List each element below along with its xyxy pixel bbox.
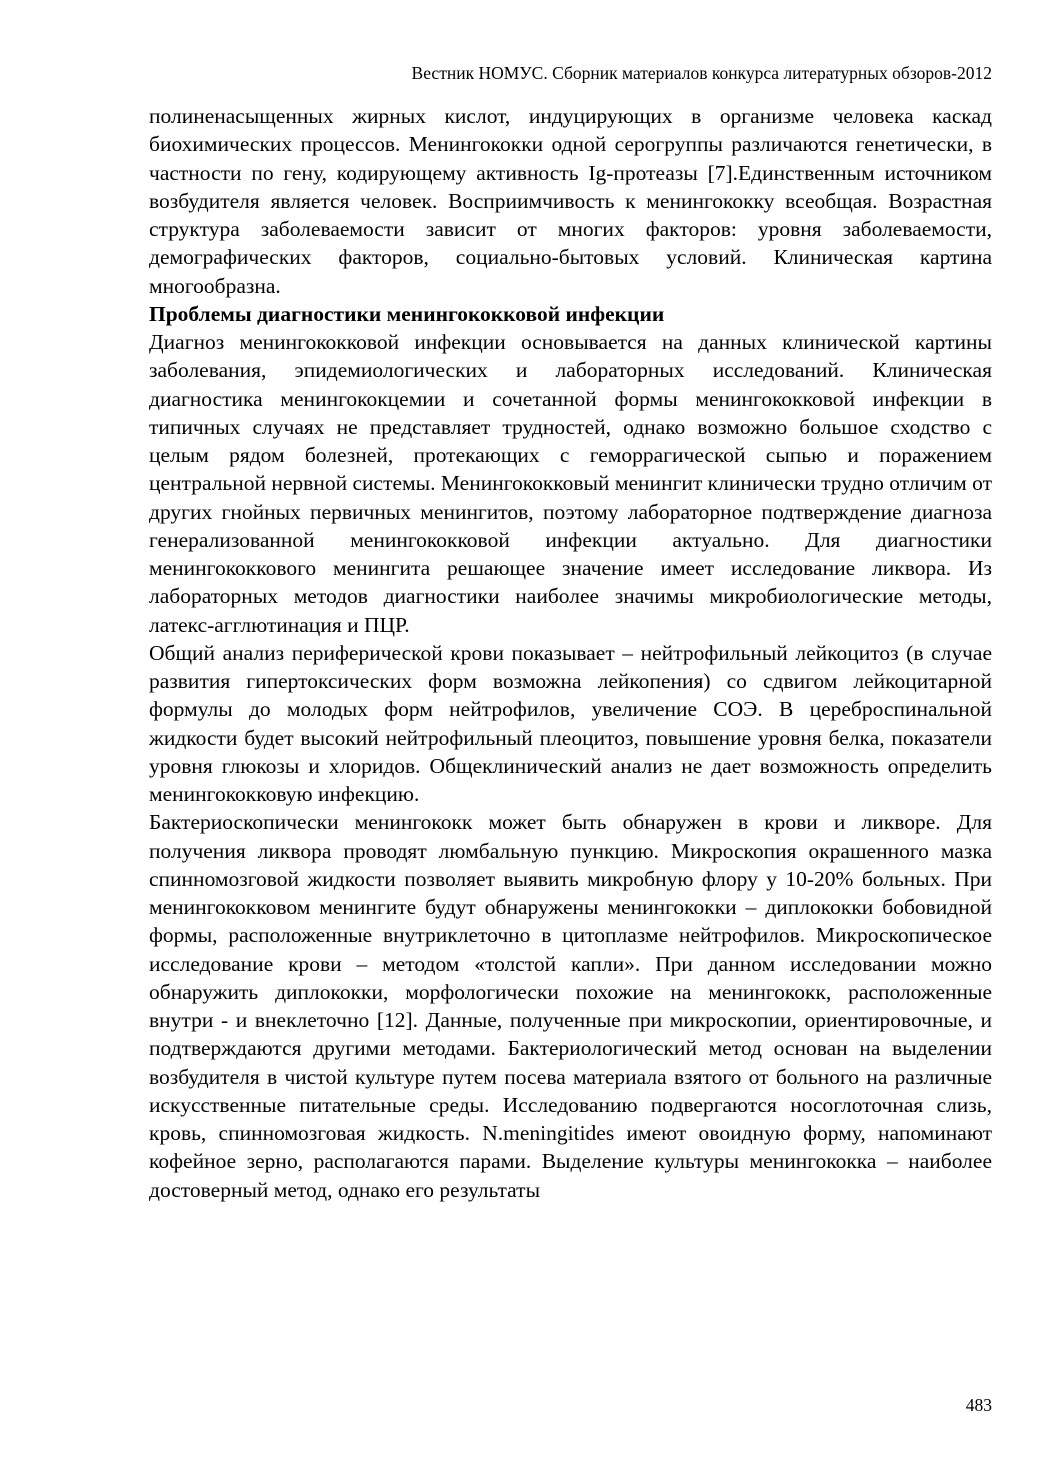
paragraph-diagnosis: Диагноз менингококковой инфекции основывается на данных клинической картины заболевания, эпидемиологических и лабораторных исследований. Клиническая диагностика менингококцемии и сочетанной формы менингококковой инфекции в типичных случаях не представляет трудностей, однако возможно большое сходство с целым рядом болезней, протекающих с геморрагической сыпью и поражением центральной нервной системы. Менингококковый менингит клинически трудно отличим от других гнойных первичных менингитов, поэтому лабораторное подтверждение диагноза генерализованной менингококковой инфекции актуально. Для диагностики менингококкового менингита решающее значение имеет исследование ликвора. Из лабораторных методов диагностики наиболее значимы микробиологические методы, латекс-агглютинация и ПЦР.	[149, 330, 992, 637]
paragraph-intro-continuation: полиненасыщенных жирных кислот, индуцирующих в организме человека каскад биохимических процессов. Менингококки одной серогруппы различаются генетически, в частности по гену, кодирующему активность Ig-протеазы [7].Единственным источником возбудителя является человек. Восприимчивость к менингококку всеобщая. Возрастная структура заболеваемости зависит от многих факторов: уровня заболеваемости, демографических факторов, социально-бытовых условий. Клиническая картина многообразна.	[149, 104, 992, 298]
article-body	[149, 102, 992, 1204]
page-number: 483	[965, 1395, 992, 1415]
running-header: Вестник НОМУС. Сборник материалов конкурса литературных обзоров-2012	[411, 63, 992, 83]
section-heading: Проблемы диагностики менингококковой инфекции	[149, 301, 665, 326]
paragraph-bacterioscopy: Бактериоскопически менингококк может быть обнаружен в крови и ликворе. Для получения ликвора проводят люмбальную пункцию. Микроскопия окрашенного мазка спинномозговой жидкости позволяет выявить микробную флору у 10-20% больных. При менингококковом менингите будут обнаружены менингококки – диплококки бобовидной формы, расположенные внутриклеточно в цитоплазме нейтрофилов. Микроскопическое исследование крови – методом «толстой капли». При данном исследовании можно обнаружить диплококки, морфологически похожие на менингококк, расположенные внутри - и внеклеточно [12]. Данные, полученные при микроскопии, ориентировочные, и подтверждаются другими методами. Бактериологический метод основан на выделении возбудителя в чистой культуре путем посева материала взятого от больного на различные искусственные питательные среды. Исследованию подвергаются носоглоточная слизь, кровь, спинномозговая жидкость. N.meningitides имеют овоидную форму, напоминают кофейное зерно, располагаются парами. Выделение культуры менингококка – наиболее достоверный метод, однако его результаты	[149, 810, 992, 1202]
paragraph-blood-analysis: Общий анализ периферической крови показывает – нейтрофильный лейкоцитоз (в случае развития гипертоксических форм возможна лейкопения) со сдвигом лейкоцитарной формулы до молодых форм нейтрофилов, увеличение СОЭ. В цереброспинальной жидкости будет высокий нейтрофильный плеоцитоз, повышение уровня белка, показатели уровня глюкозы и хлоридов. Общеклинический анализ не дает возможность определить менингококковую инфекцию.	[149, 640, 992, 806]
